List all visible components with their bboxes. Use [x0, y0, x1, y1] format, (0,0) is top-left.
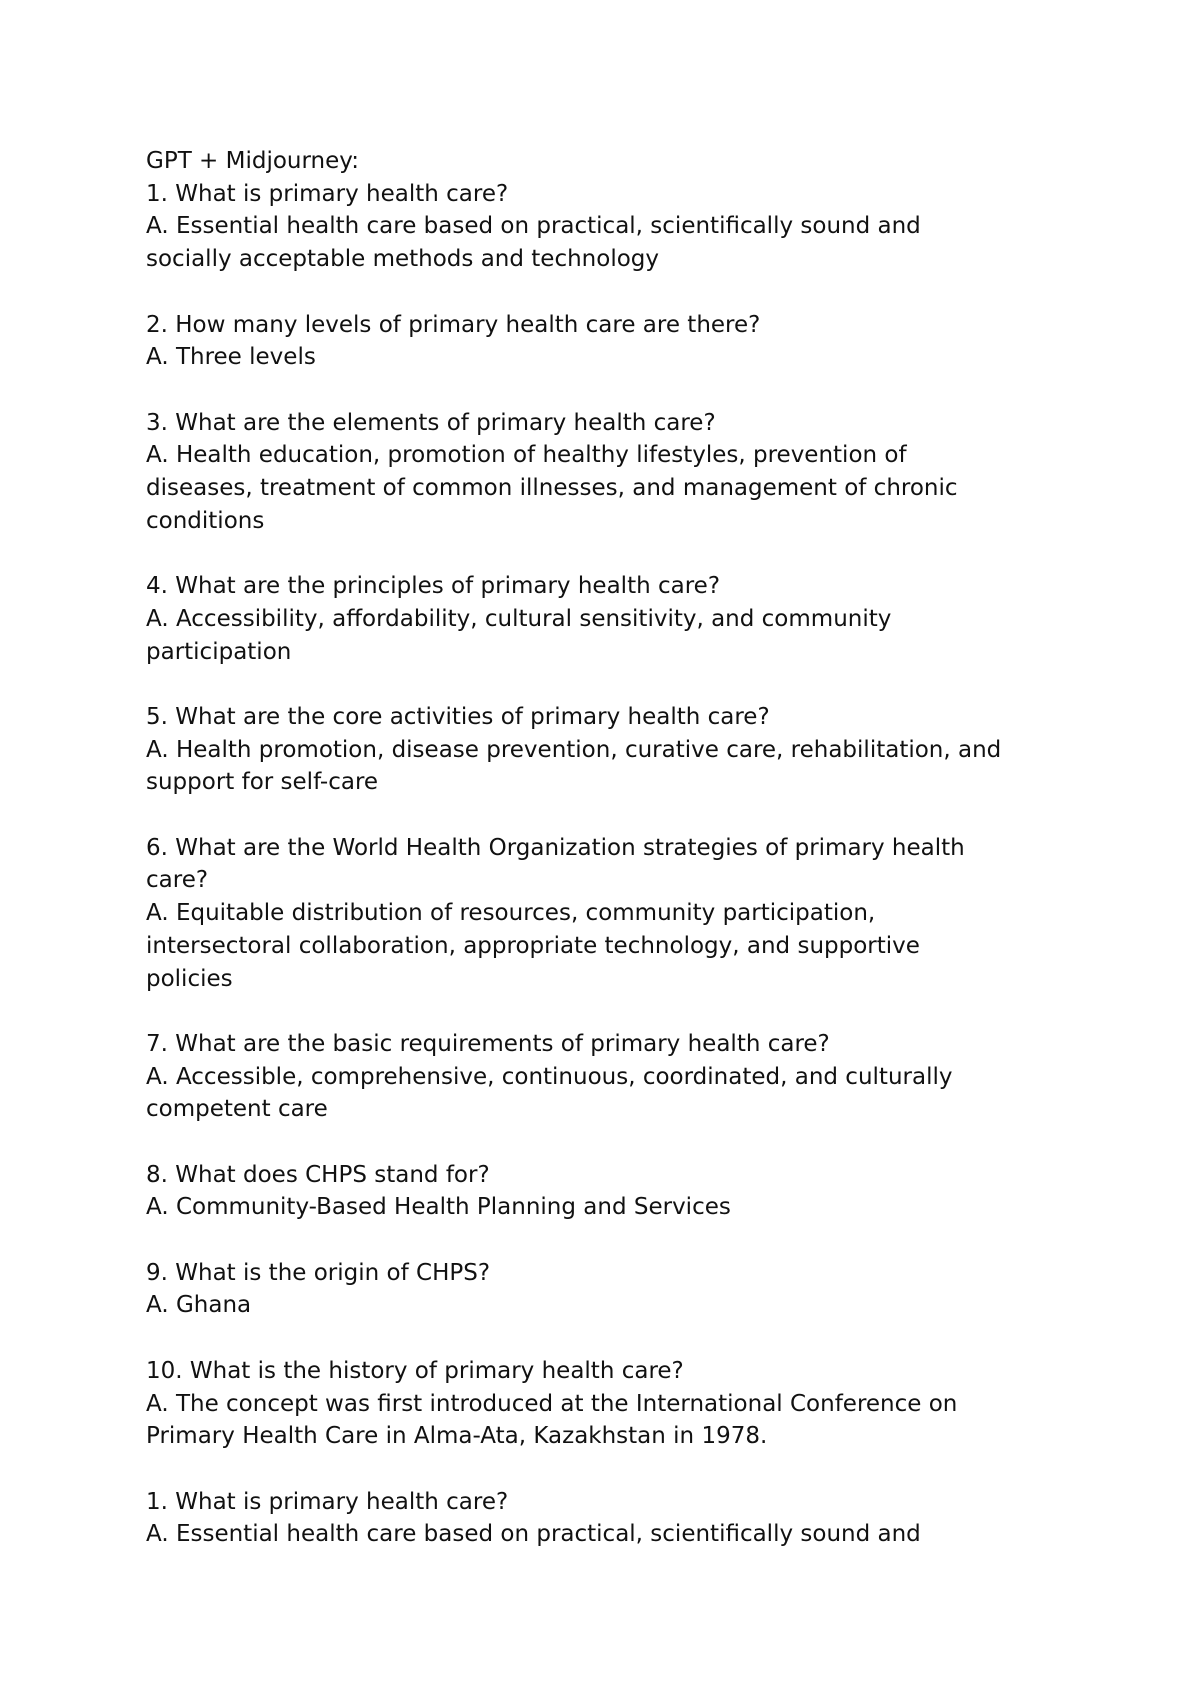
qa-item — [146, 701, 1076, 799]
answer-text: conditions — [146, 507, 265, 534]
answer-text: A. Essential health care based on practical, scientifically sound and — [146, 1521, 921, 1548]
qa-item — [146, 309, 1076, 374]
answer-text: participation — [146, 638, 292, 665]
answer-text: competent care — [146, 1096, 328, 1123]
answer-text: A. Equitable distribution of resources, community participation, — [146, 900, 876, 927]
question-text: 9. What is the origin of CHPS? — [146, 1259, 491, 1286]
answer-text: A. Accessible, comprehensive, continuous, coordinated, and culturally — [146, 1063, 953, 1090]
question-text: 7. What are the basic requirements of primary health care? — [146, 1030, 830, 1057]
question-text: 5. What are the core activities of primary health care? — [146, 703, 770, 730]
qa-item — [146, 1028, 1076, 1126]
qa-item — [146, 407, 1076, 538]
qa-item — [146, 1159, 1076, 1224]
answer-text: Primary Health Care in Alma-Ata, Kazakhstan in 1978. — [146, 1423, 768, 1450]
document-heading: GPT + Midjourney: — [146, 148, 359, 174]
answer-text: A. Ghana — [146, 1292, 252, 1319]
question-text: 1. What is primary health care? — [146, 1488, 509, 1515]
answer-text: diseases, treatment of common illnesses, and management of chronic — [146, 475, 958, 501]
qa-item — [146, 832, 1076, 996]
answer-text: A. Accessibility, affordability, cultural sensitivity, and community — [146, 605, 892, 632]
document-body — [146, 145, 1076, 1551]
answer-text: A. Essential health care based on practical, scientifically sound and — [146, 213, 921, 240]
question-text: 6. What are the World Health Organization strategies of primary health — [146, 834, 965, 861]
question-text: 3. What are the elements of primary health care? — [146, 409, 716, 436]
question-text: 8. What does CHPS stand for? — [146, 1161, 490, 1188]
answer-text: A. Health promotion, disease prevention, curative care, rehabilitation, and — [146, 736, 1002, 763]
qa-item — [146, 178, 1076, 276]
question-text: 1. What is primary health care? — [146, 180, 509, 207]
answer-text: A. Community-Based Health Planning and Services — [146, 1194, 731, 1221]
answer-text: intersectoral collaboration, appropriate technology, and supportive — [146, 932, 920, 959]
answer-text: A. Health education, promotion of healthy lifestyles, prevention of — [146, 442, 907, 469]
qa-item — [146, 1486, 1076, 1551]
question-text: care? — [146, 867, 209, 894]
question-text: 10. What is the history of primary health care? — [146, 1357, 684, 1384]
answer-text: policies — [146, 965, 233, 992]
qa-item — [146, 1355, 1076, 1453]
qa-item — [146, 1257, 1076, 1322]
answer-text: A. Three levels — [146, 344, 316, 371]
answer-text: A. The concept was first introduced at the International Conference on — [146, 1390, 958, 1417]
qa-item — [146, 570, 1076, 668]
question-text: 4. What are the principles of primary health care? — [146, 573, 721, 600]
answer-text: support for self-care — [146, 769, 379, 796]
question-text: 2. How many levels of primary health care are there? — [146, 311, 761, 338]
answer-text: socially acceptable methods and technology — [146, 246, 659, 273]
